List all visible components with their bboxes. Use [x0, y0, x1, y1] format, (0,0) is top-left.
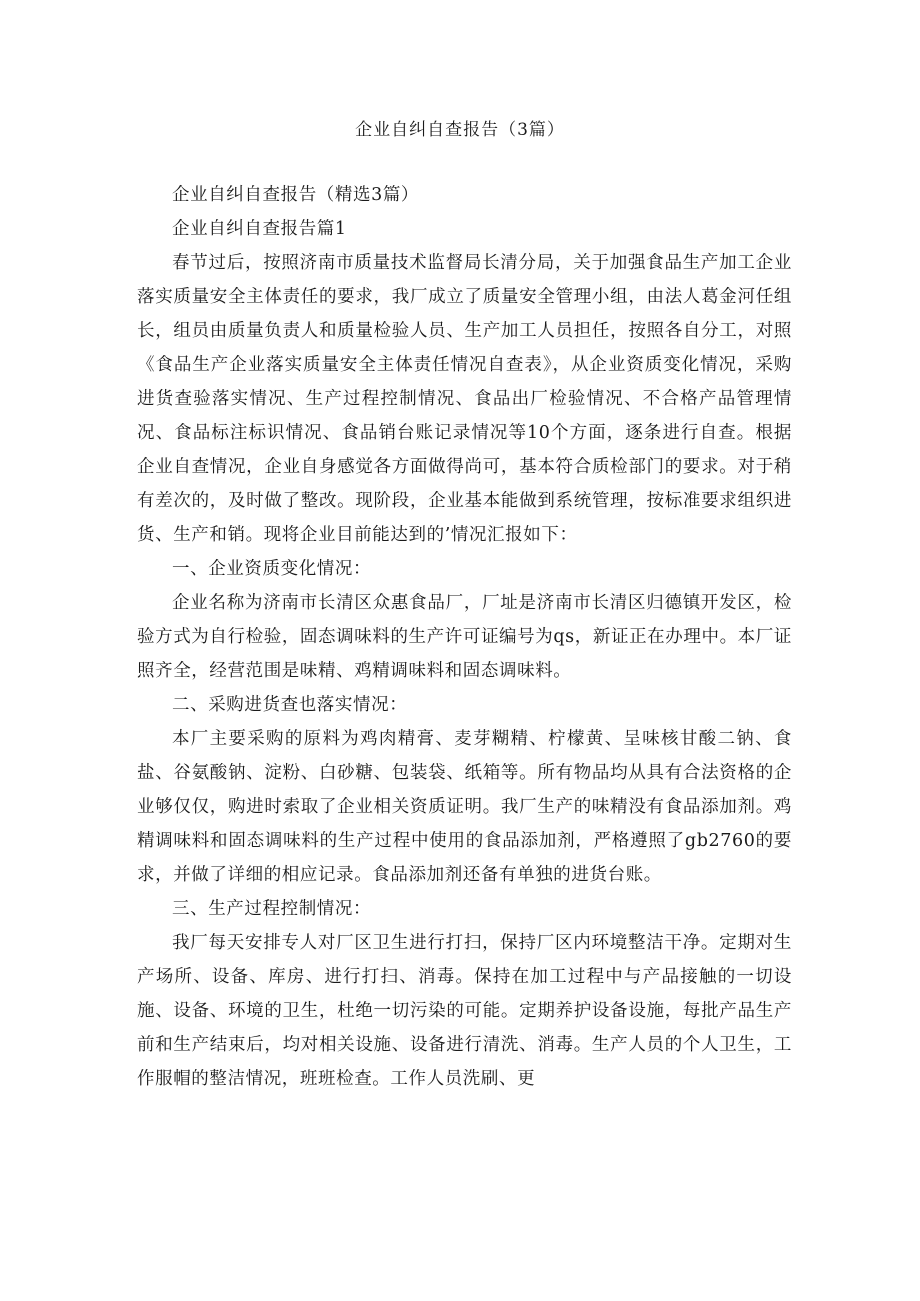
subtitle-paragraph: 企业自纠自查报告（精选3篇）	[172, 185, 420, 205]
document-title: 企业自纠自查报告（3篇）	[355, 120, 565, 140]
section-heading: 企业自纠自查报告篇1	[172, 219, 347, 239]
body-paragraph: 春节过后，按照济南市质量技术监督局长清分局，关于加强食品生产加工企业落实质量安全主体责任的要求，我厂成立了质量安全管理小组，由法人葛金河任组长，组员由质量负责人和质量检验人员、生产加工人员担任，按照各自分工，对照《食品生产企业落实质量安全主体责任情况自查表》，从企业资质变化情况，采购进货查验落实情况、生产过程控制情况、食品出厂检验情况、不合格产品管理情况、食品标注标识情况、食品销台账记录情况等10个方面，逐条进行自查。根据企业自查情况，企业自身感觉各方面做得尚可，基本符合质检部门的要求。对于稍有差次的，及时做了整改。现阶段，企业基本能做到系统管理，按标准要求组织进货、生产和销。现将企业目前能达到的’情况汇报如下：	[137, 253, 792, 545]
document-body	[137, 178, 792, 1096]
section-heading: 二、采购进货查也落实情况：	[172, 695, 408, 715]
body-paragraph: 本厂主要采购的原料为鸡肉精膏、麦芽糊精、柠檬黄、呈味核甘酸二钠、食盐、谷氨酸钠、淀粉、白砂糖、包装袋、纸箱等。所有物品均从具有合法资格的企业够仅仅，购进时索取了企业相关资质证明。我厂生产的味精没有食品添加剂。鸡精调味料和固态调味料的生产过程中使用的食品添加剂，严格遵照了gb2760的要求，并做了详细的相应记录。食品添加剂还备有单独的进货台账。	[137, 729, 792, 885]
section-heading: 一、企业资质变化情况：	[172, 559, 372, 579]
body-paragraph: 我厂每天安排专人对厂区卫生进行打扫，保持厂区内环境整洁干净。定期对生产场所、设备、库房、进行打扫、消毒。保持在加工过程中与产品接触的一切设施、设备、环境的卫生，杜绝一切污染的可能。定期养护设备设施，每批产品生产前和生产结束后，均对相关设施、设备进行清洗、消毒。生产人员的个人卫生，工作服帽的整洁情况，班班检查。工作人员洗刷、更	[137, 933, 792, 1089]
body-paragraph: 企业名称为济南市长清区众惠食品厂，厂址是济南市长清区归德镇开发区，检验方式为自行检验，固态调味料的生产许可证编号为qs，新证正在办理中。本厂证照齐全，经营范围是味精、鸡精调味料和固态调味料。	[137, 593, 792, 681]
section-heading: 三、生产过程控制情况：	[172, 899, 372, 919]
